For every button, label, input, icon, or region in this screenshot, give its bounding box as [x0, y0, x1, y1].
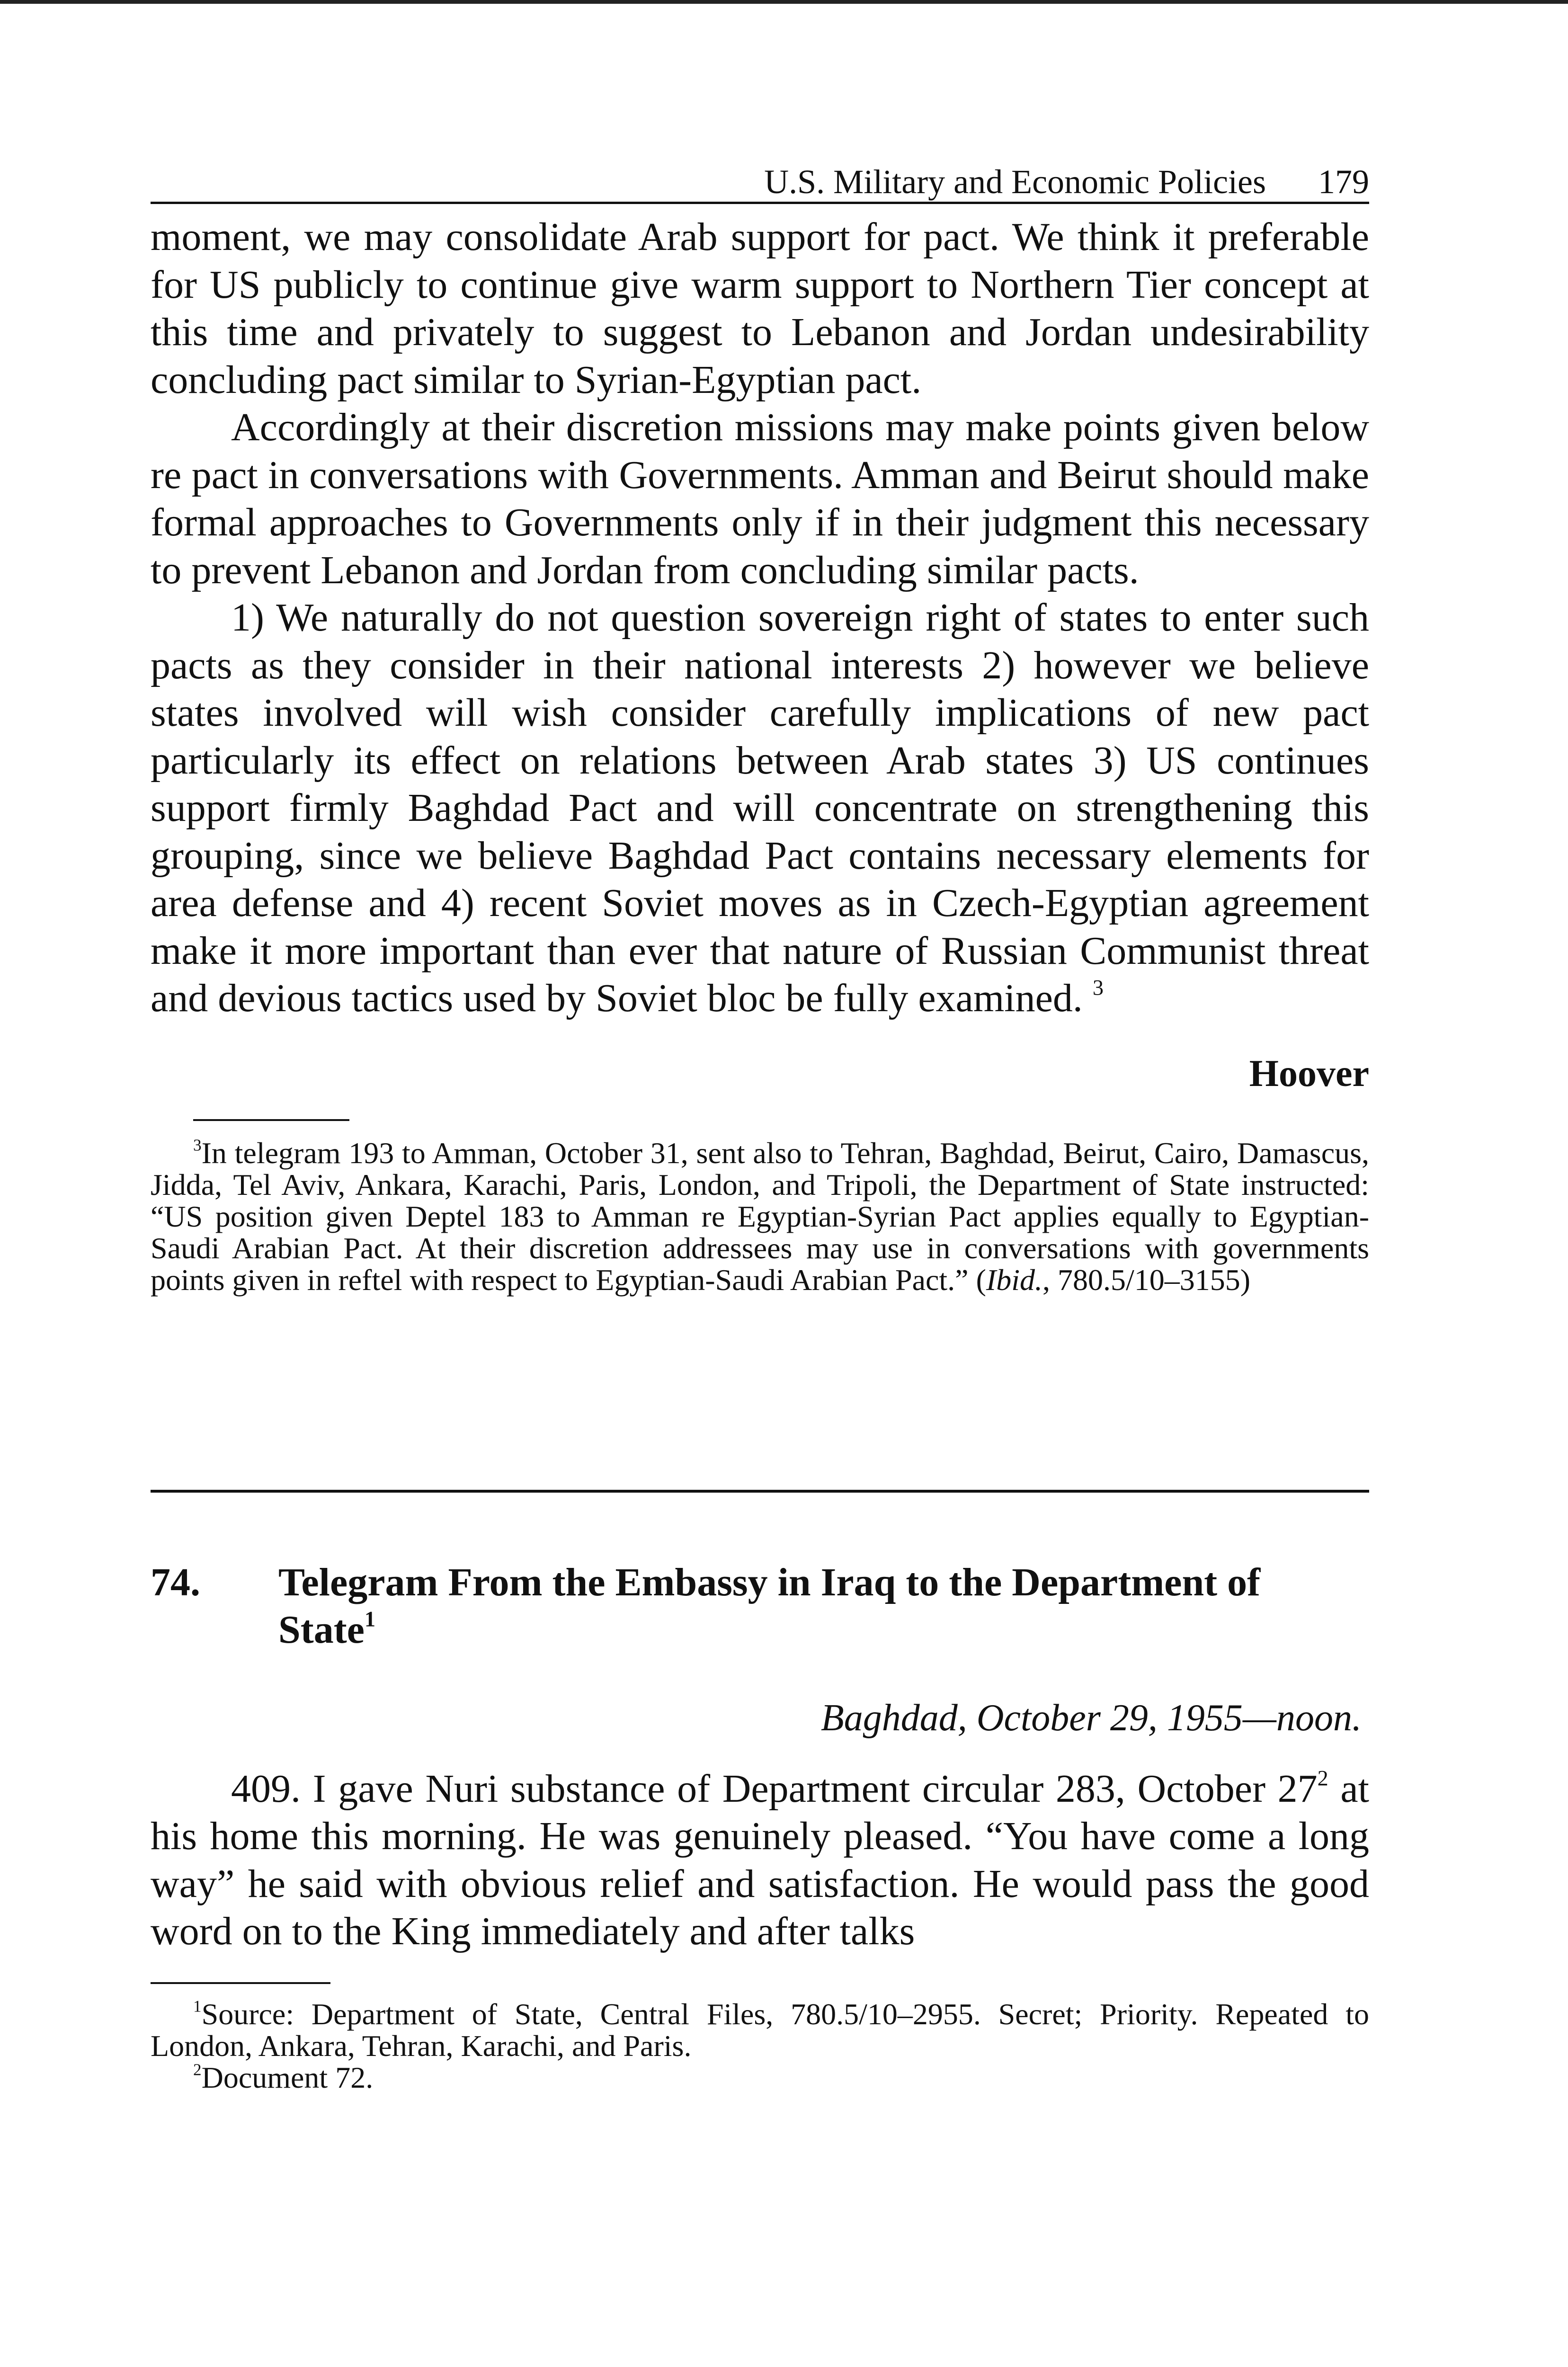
footnote-divider-lower [151, 1982, 330, 1984]
paragraph-points [151, 594, 1369, 1023]
footnote-3-citation: , 780.5/10–3155) [1042, 1263, 1251, 1297]
page-top-edge [0, 0, 1568, 4]
footnote-ref-1[interactable]: 1 [364, 1606, 376, 1631]
footnote-divider [193, 1119, 349, 1121]
footnote-2-text: Document 72. [201, 2060, 374, 2094]
dateline: Baghdad, October 29, 1955—noon. [820, 1697, 1362, 1739]
footnote-ref-2[interactable]: 2 [1317, 1765, 1328, 1790]
footnote-1-text: Source: Department of State, Central Files, 780.5/10–2955. Secret; Priority. Repeated to London, Ankara, Tehran, Karachi, and Paris. [151, 1997, 1369, 2063]
footnote-1 [151, 1998, 1369, 2062]
footnote-2 [151, 2062, 1369, 2093]
telegram-text-a: 409. I gave Nuri substance of Department circular 283, October 27 [231, 1766, 1318, 1811]
footnote-2-marker: 2 [193, 2060, 202, 2079]
page-number: 179 [1318, 163, 1369, 201]
running-header [151, 156, 1369, 204]
document-title [278, 1559, 1348, 1654]
running-title: U.S. Military and Economic Policies [764, 163, 1266, 201]
footnote-3-text: In telegram 193 to Amman, October 31, sent also to Tehran, Baghdad, Beirut, Cairo, Damascus, Jidda, Tel Aviv, Ankara, Karachi, Paris, London, and Tripoli, the Department of State instructed: “US position given Deptel 183 to Amman re Egyptian-Syrian Pact applies equally to Egyptian-Saudi Arabian Pact. At their discretion addressees may use in conversations with governments points given in reftel with respect to Egyptian-Saudi Arabian Pact.” ( [151, 1136, 1369, 1297]
footnote-1-marker: 1 [193, 1997, 202, 2016]
footnote-3-ibid: Ibid. [986, 1263, 1042, 1297]
telegram-paragraph [151, 1765, 1369, 1956]
document-page [151, 156, 1369, 2093]
document-number: 74. [151, 1560, 200, 1604]
footnote-ref-3[interactable]: 3 [1092, 975, 1104, 1000]
footnote-3-marker: 3 [193, 1136, 202, 1155]
paragraph-points-text: 1) We naturally do not question sovereign right of states to enter such pacts as they consider in their national interests 2) however we believe states involved will wish consider carefully implications of new pact particularly its effect on relations between Arab states 3) US continues support firmly Baghdad Pact and will concentrate on strengthening this grouping, since we believe Baghdad Pact contains necessary elements for area defense and 4) recent Soviet moves as in Czech-Egyptian agreement make it more important than ever that nature of Russian Communist threat and devious tactics used by Soviet bloc be fully examined. [151, 596, 1369, 1020]
document-heading [151, 1559, 1369, 1654]
telegram-text-b: at his home this morning. He was genuinely pleased. “You have come a long way” he said with obvious relief and satisfaction. He would pass the good word on to the King immediately and after talks [151, 1766, 1369, 1953]
document-title-text: Telegram From the Embassy in Iraq to the Department of State [278, 1560, 1261, 1652]
signature: Hoover [1249, 1052, 1369, 1095]
paragraph-continuation: moment, we may consolidate Arab support for pact. We think it preferable for US publicly to continue give warm support to Northern Tier concept at this time and privately to suggest to Lebanon and Jordan undesirability concluding pact similar to Syrian-Egyptian pact. [151, 215, 1369, 402]
section-divider [151, 1490, 1369, 1493]
paragraph-instructions: Accordingly at their discretion missions may make points given below re pact in conversations with Governments. Amman and Beirut should make formal approaches to Governments only if in their judgment this necessary to prevent Lebanon and Jordan from concluding similar pacts. [151, 405, 1369, 592]
footnote-3 [151, 1137, 1369, 1296]
